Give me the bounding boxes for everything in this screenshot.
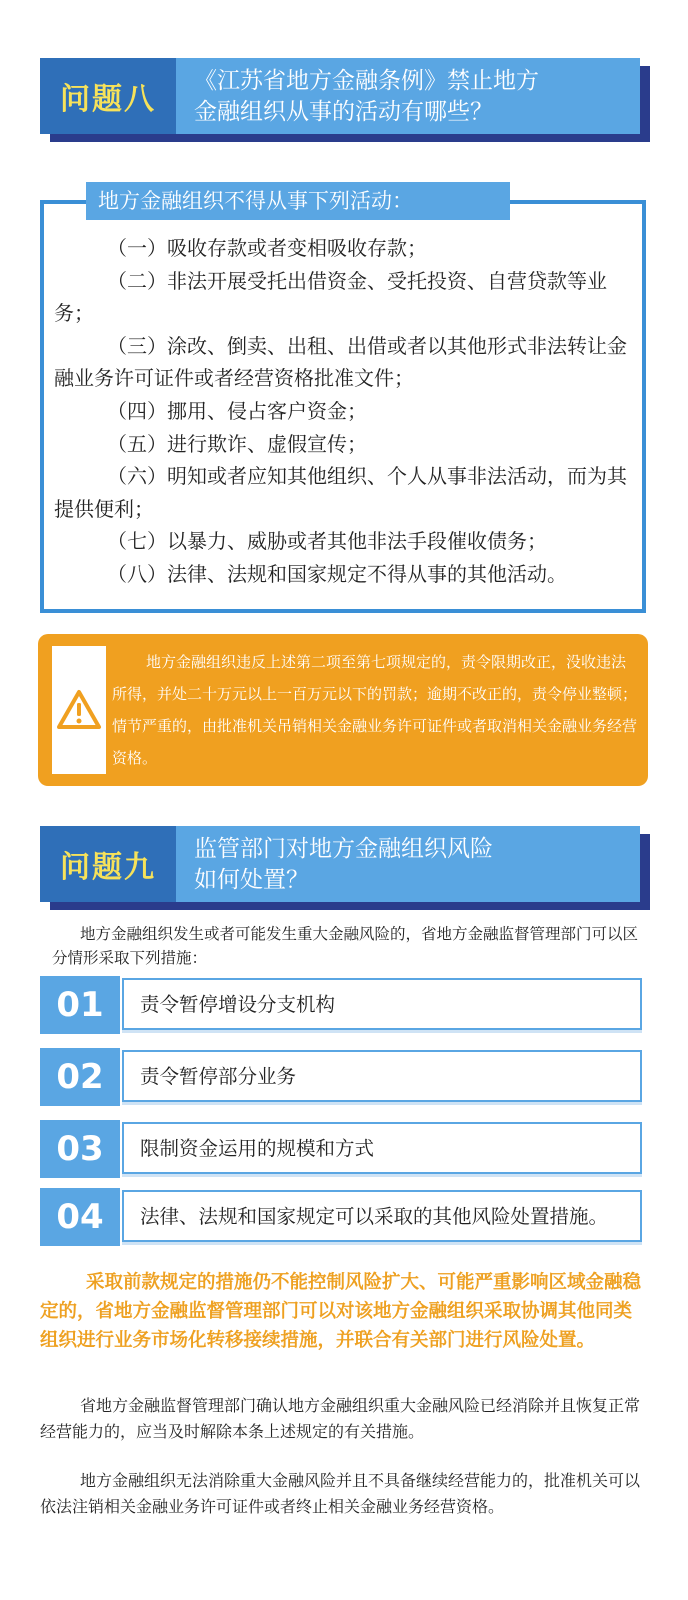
question-9-title xyxy=(194,834,626,896)
warning-icon-panel xyxy=(52,646,106,774)
penalty-warning-text: 地方金融组织违反上述第二项至第七项规定的，责令限期改正，没收违法所得，并处二十万元以上一百万元以下的罚款；逾期不改正的，责令停业整顿；情节严重的，由批准机关吊销相关金融业务许可证件或者取消相关金融业务经营资格。 xyxy=(112,653,638,767)
measures-intro: 地方金融组织发生或者可能发生重大金融风险的，省地方金融监督管理部门可以区分情形采取下列措施： xyxy=(52,925,639,967)
question-8-title-line1: 《江苏省地方金融条例》禁止地方 xyxy=(194,68,539,94)
question-9-tag: 问题九 xyxy=(40,826,176,902)
question-8-banner xyxy=(40,58,640,134)
measure-text: 责令暂停增设分支机构 xyxy=(122,978,642,1030)
activities-heading: 地方金融组织不得从事下列活动： xyxy=(86,182,510,220)
list-item: （一）吸收存款或者变相吸收存款； xyxy=(107,236,427,260)
list-item: （五）进行欺诈、虚假宣传； xyxy=(107,431,367,456)
warning-triangle-icon xyxy=(56,689,102,731)
measure-item xyxy=(40,1188,648,1248)
question-8-tag: 问题八 xyxy=(40,58,176,134)
escalation-paragraph: 采取前款规定的措施仍不能控制风险扩大、可能严重影响区域金融稳定的，省地方金融监督管理部门可以对该地方金融组织采取协调其他同类组织进行业务市场化转移接续措施，并联合有关部门进行风险处置。 xyxy=(40,1272,642,1351)
measure-text: 法律、法规和国家规定可以采取的其他风险处置措施。 xyxy=(122,1190,642,1242)
activities-list xyxy=(54,232,638,591)
measure-number: 01 xyxy=(40,976,120,1034)
measure-item xyxy=(40,1048,648,1108)
measure-number: 03 xyxy=(40,1120,120,1178)
list-item: （三）涂改、倒卖、出租、出借或者以其他形式非法转让金融业务许可证件或者经营资格批准文件； xyxy=(54,333,627,391)
measure-number: 02 xyxy=(40,1048,120,1106)
question-9-title-line1: 监管部门对地方金融组织风险 xyxy=(194,836,493,862)
question-8-title xyxy=(194,66,626,128)
list-item: （四）挪用、侵占客户资金； xyxy=(107,398,367,423)
list-item: （六）明知或者应知其他组织、个人从事非法活动，而为其提供便利； xyxy=(54,464,627,521)
question-8-title-line2: 金融组织从事的活动有哪些？ xyxy=(194,99,493,125)
question-9-title-line2: 如何处置？ xyxy=(194,867,309,893)
penalty-warning-box xyxy=(38,634,648,786)
measure-item xyxy=(40,1120,648,1180)
list-item: （七）以暴力、威胁或者其他非法手段催收债务； xyxy=(107,529,547,554)
list-item: （二）非法开展受托出借资金、受托投资、自营贷款等业务； xyxy=(54,268,607,326)
question-9-banner xyxy=(40,826,640,902)
measure-text: 限制资金运用的规模和方式 xyxy=(122,1122,642,1174)
license-revocation-paragraph: 地方金融组织无法消除重大金融风险并且不具备继续经营能力的，批准机关可以依法注销相关金融业务许可证件或者终止相关金融业务经营资格。 xyxy=(40,1471,641,1516)
measure-number: 04 xyxy=(40,1188,120,1246)
measure-text: 责令暂停部分业务 xyxy=(122,1050,642,1102)
measure-item xyxy=(40,976,648,1036)
list-item: （八）法律、法规和国家规定不得从事的其他活动。 xyxy=(107,561,567,586)
risk-cleared-paragraph: 省地方金融监督管理部门确认地方金融组织重大金融风险已经消除并且恢复正常经营能力的，应当及时解除本条上述规定的有关措施。 xyxy=(40,1396,641,1441)
